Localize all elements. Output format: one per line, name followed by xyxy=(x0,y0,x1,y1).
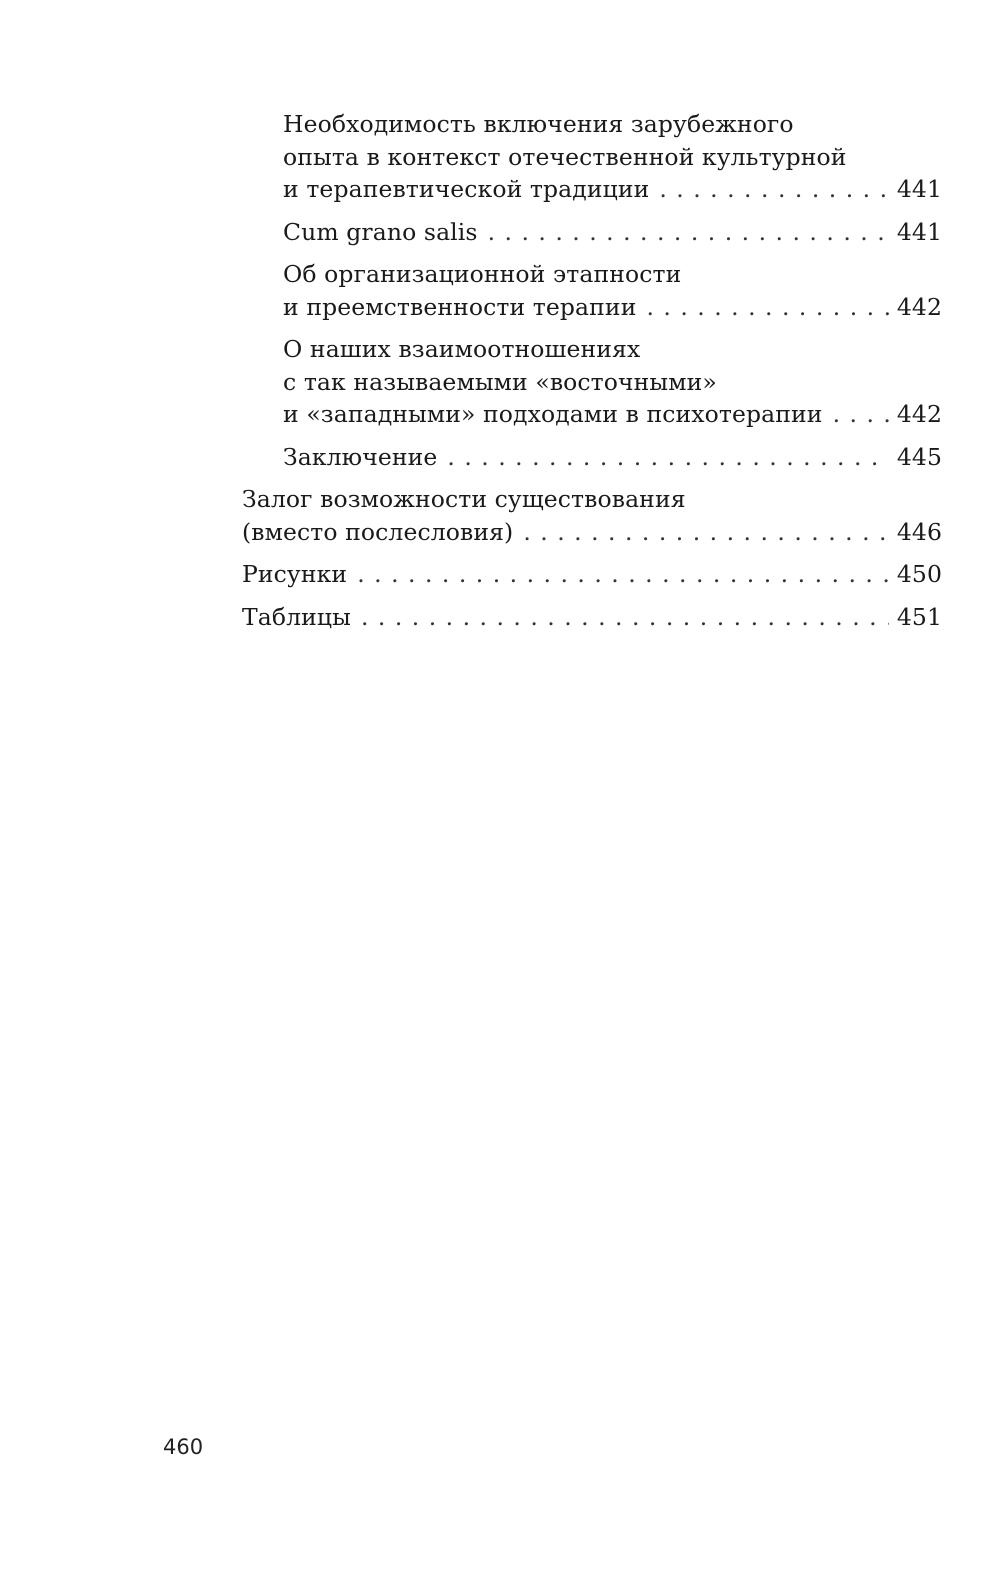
toc-entry-line: Cum grano salis xyxy=(283,217,478,246)
toc-entry-line: О наших взаимоотношениях xyxy=(283,335,641,363)
dot-leader xyxy=(659,173,888,206)
toc-entry xyxy=(242,601,942,634)
toc-entry xyxy=(242,441,942,474)
toc-page-number: 450 xyxy=(896,560,942,588)
toc-entry-line: Заключение xyxy=(283,442,438,471)
toc-entry xyxy=(242,108,942,206)
toc-entry xyxy=(242,258,942,323)
toc-page-number: 445 xyxy=(896,442,942,471)
toc-entry-line: Об организационной этапности xyxy=(283,260,682,288)
dot-leader xyxy=(447,441,888,474)
toc-entry-line: с так называемыми «восточными» xyxy=(283,367,717,396)
toc-page-number: 446 xyxy=(896,517,942,546)
dot-leader xyxy=(523,516,889,549)
toc-entry-line: Залог возможности существования xyxy=(242,485,686,513)
toc-entry xyxy=(242,216,942,249)
table-of-contents xyxy=(242,108,942,633)
dot-leader xyxy=(646,291,888,324)
toc-page-number: 451 xyxy=(896,602,942,631)
toc-entry xyxy=(242,333,942,431)
dot-leader xyxy=(357,558,889,591)
toc-page-number: 441 xyxy=(896,217,942,246)
toc-entry-line: опыта в контекст отечественной культурной xyxy=(283,142,847,171)
toc-entry-line: Таблицы xyxy=(242,602,351,631)
toc-page-number: 442 xyxy=(896,292,942,321)
toc-entry xyxy=(242,483,942,548)
page-number: 460 xyxy=(163,1435,204,1459)
toc-entry-line: и преемственности терапии xyxy=(283,292,637,321)
toc-entry-line: и «западными» подходами в психотерапии xyxy=(283,400,823,428)
dot-leader xyxy=(833,398,889,431)
toc-entry-line: Необходимость включения зарубежного xyxy=(283,110,794,138)
toc-entry-line: Рисунки xyxy=(242,560,348,588)
toc-entry-line: и терапевтической традиции xyxy=(283,175,650,203)
dot-leader xyxy=(488,216,889,249)
toc-page-number: 442 xyxy=(896,400,942,428)
toc-entry xyxy=(242,558,942,591)
toc-page-number: 441 xyxy=(896,175,942,203)
toc-entry-line: (вместо послесловия) xyxy=(242,517,514,546)
dot-leader xyxy=(361,601,889,634)
